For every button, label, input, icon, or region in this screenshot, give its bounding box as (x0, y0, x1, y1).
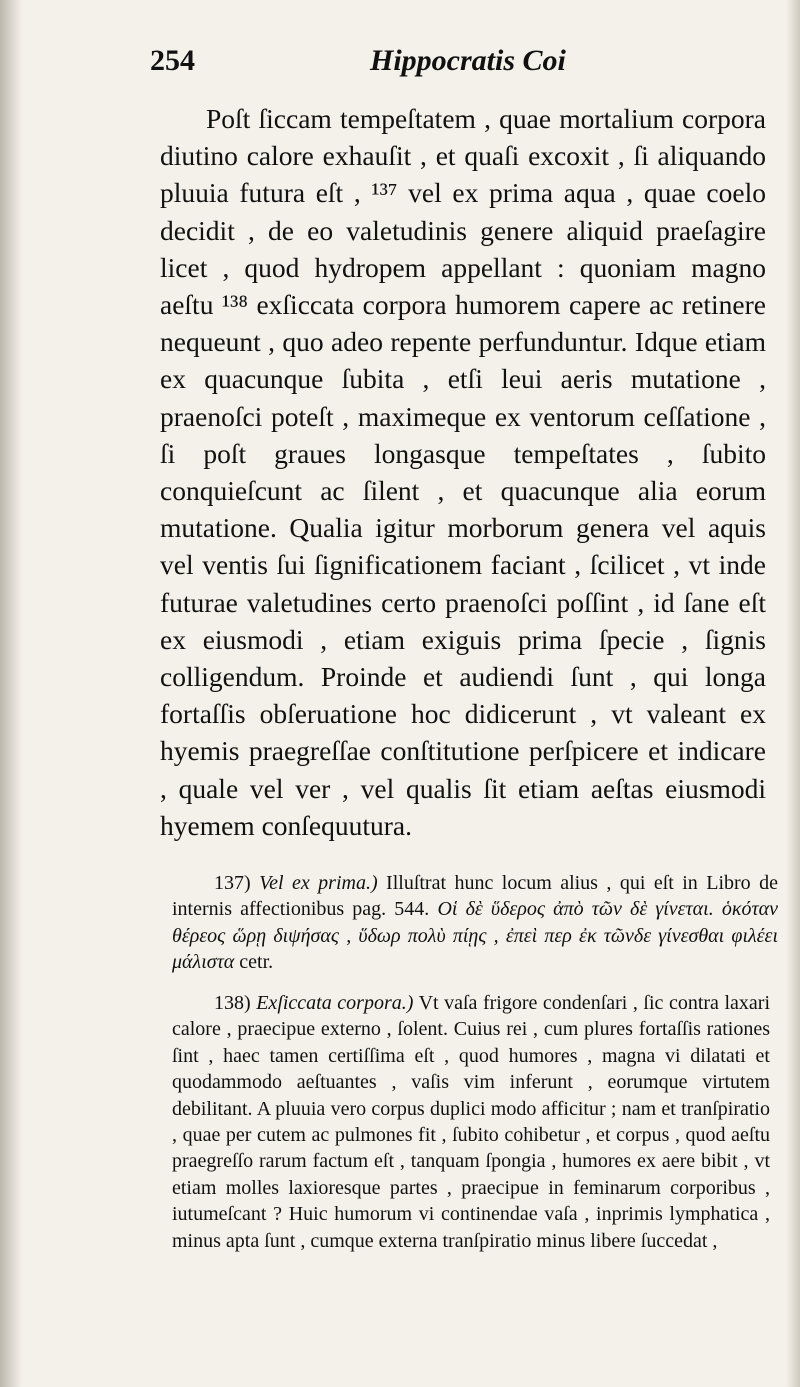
footnote-greek-quote: Oἱ δὲ ὕδερος ἀπὸ τῶν δὲ γίνεται. ὁκόταν θέρεος ὥρῃ διψήσας , ὕδωρ πολὺ πίῃς , ἐπεὶ περ ἐκ τῶνδε γίνεσθαι φιλέει μάλιστα (172, 898, 779, 974)
footnote-number: 137) (214, 872, 251, 894)
footnote-137 (172, 870, 778, 976)
footnote-text: Illuſtrat hunc locum alius , qui eſt in Libro de internis affectionibus pag. 544. (172, 872, 778, 921)
footnote-tail: cetr. (239, 951, 274, 974)
footnote-label: Vel ex prima.) (259, 872, 378, 894)
running-title: Hippocratis Coi (370, 44, 566, 77)
page-edge-shadow (786, 0, 800, 1387)
page-number: 254 (150, 44, 195, 77)
footnote-138 (172, 990, 770, 1254)
footnote-number: 138) (214, 992, 251, 1014)
footnote-text: Vt vaſa frigore condenſari , ſic contra laxari calore , praecipue externo , ſolent. Cuius rei , cum plures fortaſſis rationes ſint , haec tamen certiſſima eſt , quod humores , magna vi dilatati et quodammodo aeſtuantes , vaſis vim inferunt , eorumque virtutem debilitant. A pluuia vero corpus duplici modo afficitur ; nam et tranſpiratio , quae per cutem ac pulmones fit , ſubito cohibetur , et corpus , quod aeſtu praegreſſo rarum factum eſt , tanquam ſpongia , humores ex aere bibit , vt etiam molles laxioresque partes , praecipue in feminarum corporibus , iutumeſcant ? Huic humorum vi continendae vaſa , inprimis lymphatica , minus apta ſunt , cumque externa tranſpiratio minus libere ſuccedat , (172, 992, 771, 1252)
running-head (150, 44, 650, 94)
main-paragraph: Poſt ſiccam tempeſtatem , quae mortalium corpora diutino calore exhauſit , et quaſi excoxit , ſi aliquando pluuia futura eſt , ¹³⁷ vel ex prima aqua , quae coelo decidit , de eo valetudinis genere aliquid praeſagire licet , quod hydropem appellant : quoniam magno aeſtu ¹³⁸ exſiccata corpora humorem capere ac retinere nequeunt , quo adeo repente perfunduntur. Idque etiam ex quacunque ſubita , etſi leui aeris mutatione , praenoſci poteſt , maximeque ex ventorum ceſſatione , ſi poſt graues longasque tempeſtates , ſubito conquieſcunt ac ſilent , et quacunque alia eorum mutatione. Qualia igitur morborum genera vel aquis vel ventis ſui ſignificationem faciant , ſcilicet , vt inde futurae valetudines certo praenoſci poſſint , id ſane eſt ex eiusmodi , etiam exiguis prima ſpecie , ſignis colligendum. Proinde et audiendi ſunt , qui longa fortaſſis obſeruatione hoc didicerunt , vt valeant ex hyemis praegreſſae conſtitutione perſpicere et indicare , quale vel ver , vel qualis ſit etiam aeſtas eiusmodi hyemem conſequutura. (160, 103, 766, 841)
page-gutter-shadow (0, 0, 22, 1387)
footnote-label: Exſiccata corpora.) (256, 992, 414, 1014)
